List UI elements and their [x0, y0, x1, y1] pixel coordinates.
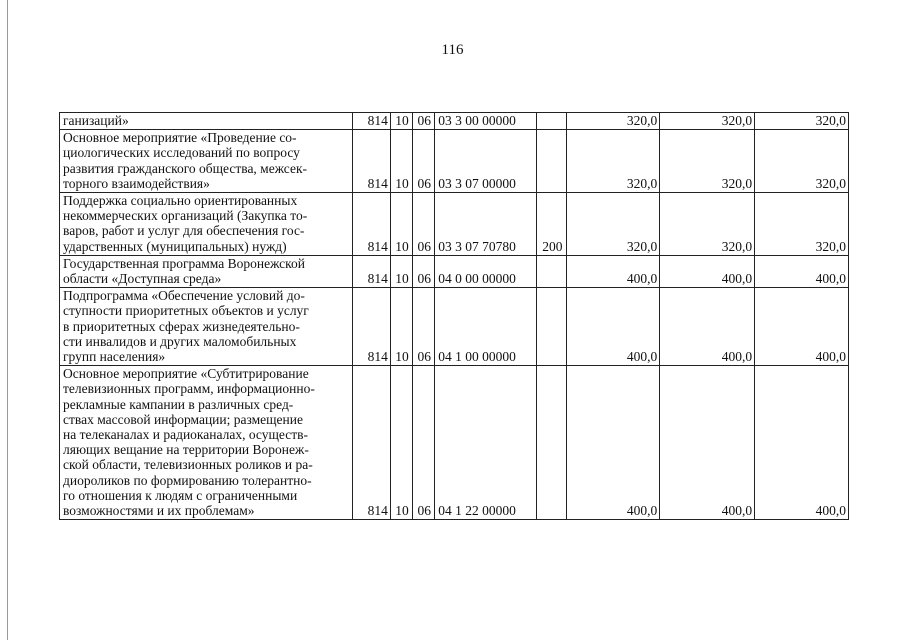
cell-podrazdel: 06	[413, 113, 435, 130]
cell-gr: 814	[352, 130, 390, 193]
item-name-line: ствах массовой информации; размещение	[63, 411, 303, 427]
item-name-line: групп населения»	[63, 349, 166, 365]
cell-target-article: 03 3 00 00000	[435, 113, 537, 130]
table-row	[60, 130, 849, 193]
cell-sum-year-2: 320,0	[660, 113, 755, 130]
cell-razdel: 10	[390, 113, 412, 130]
cell-razdel: 10	[390, 255, 412, 287]
table-body	[60, 113, 849, 520]
item-name-line: го отношения к людям с ограниченными	[63, 487, 298, 503]
cell-sum-year-2: 400,0	[660, 255, 755, 287]
item-name-line: ударственных (муниципальных) нужд)	[63, 238, 287, 254]
item-name-line: варов, работ и услуг для обеспечения гос-	[63, 223, 305, 239]
scan-left-edge	[7, 0, 8, 640]
cell-target-article: 04 1 22 00000	[435, 366, 537, 520]
cell-gr: 814	[352, 366, 390, 520]
page-number: 116	[441, 42, 464, 58]
cell-gr: 814	[352, 113, 390, 130]
cell-expense-type	[537, 130, 567, 193]
cell-sum-year-3: 400,0	[755, 288, 849, 366]
cell-target-article: 04 1 00 00000	[435, 288, 537, 366]
cell-gr: 814	[352, 255, 390, 287]
cell-expense-type	[537, 255, 567, 287]
item-name-line: Поддержка социально ориентированных	[63, 193, 298, 209]
cell-sum-year-3: 400,0	[755, 366, 849, 520]
item-name-line: ганизаций»	[63, 113, 129, 128]
item-name-line: ступности приоритетных объектов и услуг	[63, 303, 309, 319]
item-name-line: Подпрограмма «Обеспечение условий до-	[63, 288, 305, 304]
cell-sum-year-1: 320,0	[567, 193, 660, 256]
item-name-line: циологических исследований по вопросу	[63, 145, 300, 161]
table-row	[60, 113, 849, 130]
cell-podrazdel: 06	[413, 130, 435, 193]
cell-sum-year-1: 400,0	[567, 255, 660, 287]
cell-razdel: 10	[390, 130, 412, 193]
cell-sum-year-1: 320,0	[567, 113, 660, 130]
cell-target-article: 04 0 00 00000	[435, 255, 537, 287]
item-name-line: диороликов по формированию толерантно-	[63, 472, 312, 488]
table-row	[60, 255, 849, 287]
cell-sum-year-1: 400,0	[567, 366, 660, 520]
item-name-line: Основное мероприятие «Проведение со-	[63, 130, 297, 146]
cell-expense-type	[537, 113, 567, 130]
cell-target-article: 03 3 07 70780	[435, 193, 537, 256]
cell-sum-year-2: 320,0	[660, 193, 755, 256]
table-row	[60, 366, 849, 520]
item-name-line: Государственная программа Воронежской	[63, 255, 305, 271]
cell-expense-type	[537, 288, 567, 366]
item-name-line: торного взаимодействия»	[63, 175, 210, 191]
item-name-line: рекламные кампании в различных сред-	[63, 396, 294, 412]
item-name-line: области «Доступная среда»	[63, 271, 222, 287]
cell-item-name	[60, 366, 353, 520]
budget-table	[59, 112, 849, 520]
cell-podrazdel: 06	[413, 255, 435, 287]
item-name-line: сти инвалидов и других маломобильных	[63, 333, 297, 349]
table-row	[60, 193, 849, 256]
cell-sum-year-3: 320,0	[755, 130, 849, 193]
item-name-line: ской области, телевизионных роликов и ра-	[63, 457, 313, 473]
cell-gr: 814	[352, 193, 390, 256]
cell-sum-year-2: 320,0	[660, 130, 755, 193]
cell-sum-year-3: 320,0	[755, 193, 849, 256]
cell-expense-type	[537, 366, 567, 520]
cell-gr: 814	[352, 288, 390, 366]
cell-item-name	[60, 113, 353, 130]
item-name-line: некоммерческих организаций (Закупка то-	[63, 208, 308, 224]
item-name-line: Основное мероприятие «Субтитрирование	[63, 366, 309, 382]
cell-item-name	[60, 130, 353, 193]
item-name-line: возможностями и их проблемам»	[63, 503, 255, 519]
item-name-line: в приоритетных сферах жизнедеятельно-	[63, 318, 300, 334]
cell-podrazdel: 06	[413, 288, 435, 366]
cell-item-name	[60, 288, 353, 366]
cell-expense-type: 200	[537, 193, 567, 256]
item-name-line: ляющих вещание на территории Воронеж-	[63, 442, 309, 458]
cell-item-name	[60, 193, 353, 256]
item-name-line: телевизионных программ, информационно-	[63, 381, 315, 397]
cell-sum-year-1: 320,0	[567, 130, 660, 193]
cell-sum-year-2: 400,0	[660, 288, 755, 366]
cell-podrazdel: 06	[413, 193, 435, 256]
cell-target-article: 03 3 07 00000	[435, 130, 537, 193]
cell-sum-year-2: 400,0	[660, 366, 755, 520]
cell-podrazdel: 06	[413, 366, 435, 520]
cell-sum-year-3: 400,0	[755, 255, 849, 287]
cell-razdel: 10	[390, 288, 412, 366]
item-name-line: развития гражданского общества, межсек-	[63, 160, 308, 176]
table-row	[60, 288, 849, 366]
cell-item-name	[60, 255, 353, 287]
cell-razdel: 10	[390, 366, 412, 520]
cell-sum-year-1: 400,0	[567, 288, 660, 366]
cell-sum-year-3: 320,0	[755, 113, 849, 130]
item-name-line: на телеканалах и радиоканалах, осуществ-	[63, 427, 308, 443]
cell-razdel: 10	[390, 193, 412, 256]
